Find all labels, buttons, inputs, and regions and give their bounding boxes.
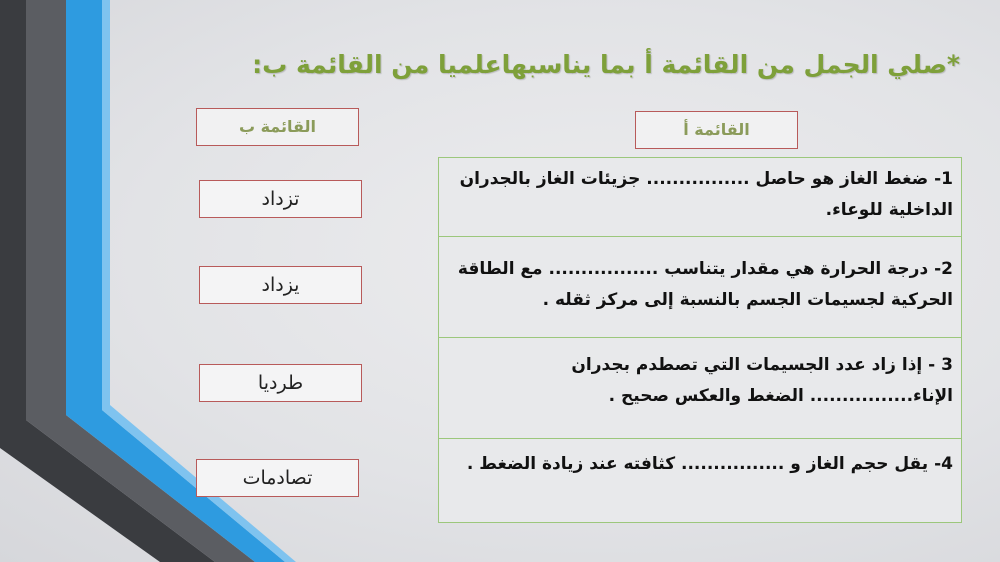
list-b-header: القائمة ب [196, 108, 359, 146]
answer-word-1[interactable]: تزداد [199, 180, 362, 218]
answer-word-2[interactable]: يزداد [199, 266, 362, 304]
sentence-row-2[interactable]: 2- درجة الحرارة هي مقدار يتناسب ................. مع الطاقة الحركية لجسيمات الجسم بالنسبة إلى مركز ثقله . [439, 237, 961, 338]
sentence-row-3[interactable]: 3 - إذا زاد عدد الجسيمات التي تصطدم بجدران الإناء................ الضغط والعكس صحيح . [439, 338, 961, 439]
sentence-row-1[interactable]: 1- ضغط الغاز هو حاصل ................ جزيئات الغاز بالجدران الداخلية للوعاء. [439, 158, 961, 237]
sentence-row-4[interactable]: 4- يقل حجم الغاز و ................ كثافته عند زيادة الضغط . [466, 454, 953, 474]
answer-word-4[interactable]: تصادمات [196, 459, 359, 497]
answer-word-3[interactable]: طرديا [199, 364, 362, 402]
list-a-header: القائمة أ [635, 111, 798, 149]
page-title: *صلي الجمل من القائمة أ بما يناسبهاعلميا من القائمة ب: [252, 50, 960, 79]
list-a-table [438, 157, 962, 523]
